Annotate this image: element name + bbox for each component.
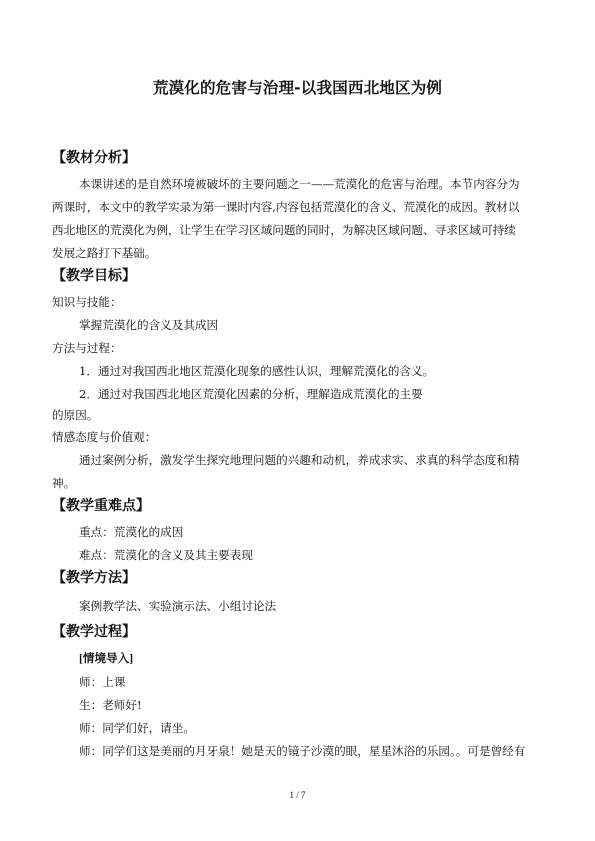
emotion-line-2: 神。 xyxy=(52,476,76,490)
method-item-2-cont: 的原因。 xyxy=(52,408,99,422)
methods-text: 案例教学法、实验演示法、小组讨论法 xyxy=(79,599,277,613)
emotion-label: 情感态度与价值观： xyxy=(52,430,157,444)
section-heading-objectives: 【教学目标】 xyxy=(52,268,136,284)
knowledge-item: 掌握荒漠化的含义及其成因 xyxy=(79,318,219,332)
dialogue-line: 师：同学们这是美丽的月牙泉！她是天的镜子沙漠的眼，星星沐浴的乐园。。可是曾经有 xyxy=(79,744,526,758)
analysis-line-3: 西北地区的荒漠化为例，让学生在学习区域问题的同时，为解决区域问题、寻求区域可持续 xyxy=(52,223,516,237)
emotion-line-1: 通过案例分析，激发学生探究地理问题的兴趣和动机，养成求实、求真的科学态度和精 xyxy=(79,453,520,467)
dialogue-line: 师：上课 xyxy=(79,675,126,689)
process-sub-heading: [情境导入] xyxy=(79,652,134,665)
method-item-2: 2．通过对我国西北地区荒漠化因素的分析，理解造成荒漠化的主要 xyxy=(79,387,423,401)
section-heading-process: 【教学过程】 xyxy=(52,624,136,640)
dialogue-line: 师：同学们好，请坐。 xyxy=(79,721,195,735)
page-number: 1 / 7 xyxy=(289,790,306,800)
key-point-difficulty: 难点：荒漠化的含义及其主要表现 xyxy=(79,548,253,562)
dialogue-line: 生：老师好! xyxy=(79,698,142,712)
section-heading-analysis: 【教材分析】 xyxy=(52,150,136,166)
analysis-line-4: 发展之路打下基础。 xyxy=(52,246,157,260)
analysis-line-1: 本课讲述的是自然环境被破坏的主要问题之一——荒漠化的危害与治理。本节内容分为 xyxy=(79,177,520,191)
section-heading-key-points: 【教学重难点】 xyxy=(52,498,150,514)
analysis-line-2: 两课时，本文中的教学实录为第一课时内容,内容包括荒漠化的含义、荒漠化的成因。教材以 xyxy=(52,200,520,214)
section-heading-methods: 【教学方法】 xyxy=(52,570,136,586)
document-title: 荒漠化的危害与治理-以我国西北地区为例 xyxy=(152,79,443,97)
key-point-focus: 重点：荒漠化的成因 xyxy=(79,525,184,539)
knowledge-label: 知识与技能： xyxy=(52,295,122,309)
method-item-1: 1．通过对我国西北地区荒漠化现象的感性认识，理解荒漠化的含义。 xyxy=(79,364,435,378)
method-label: 方法与过程： xyxy=(52,341,122,355)
